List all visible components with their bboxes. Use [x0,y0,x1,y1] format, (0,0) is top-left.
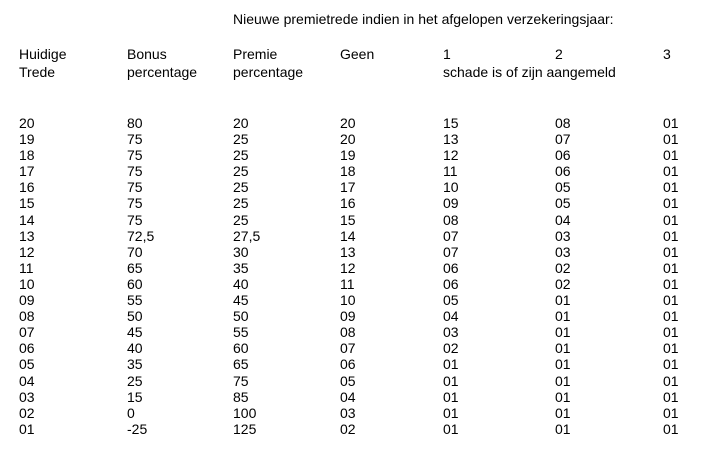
cell-drie-schades: 01 [663,292,679,309]
cell-geen-schade: 20 [340,131,356,148]
cell-premie-percentage: 85 [233,388,249,405]
cell-drie-schades: 01 [663,372,679,389]
cell-twee-schades: 02 [555,259,571,276]
cell-twee-schades: 02 [555,275,571,292]
cell-drie-schades: 01 [663,179,679,196]
table-row [0,195,715,211]
cell-huidige-trede: 08 [19,308,35,325]
cell-premie-percentage: 65 [233,356,249,373]
cell-premie-percentage: 25 [233,195,249,212]
header-three: 3 [663,46,671,62]
table-row [0,260,715,276]
cell-een-schade: 01 [443,372,459,389]
cell-huidige-trede: 11 [19,259,34,276]
cell-premie-percentage: 75 [233,372,249,389]
cell-geen-schade: 17 [340,179,356,196]
cell-een-schade: 12 [443,147,459,164]
cell-een-schade: 01 [443,404,459,421]
cell-bonus-percentage: 70 [127,243,143,260]
cell-bonus-percentage: 75 [127,131,143,148]
cell-bonus-percentage: 55 [127,292,143,309]
table-row [0,421,715,437]
cell-drie-schades: 01 [663,131,679,148]
cell-drie-schades: 01 [663,147,679,164]
cell-een-schade: 04 [443,308,459,325]
cell-bonus-percentage: 45 [127,324,143,341]
cell-geen-schade: 09 [340,308,356,325]
cell-huidige-trede: 12 [19,243,35,260]
cell-een-schade: 07 [443,243,459,260]
cell-premie-percentage: 20 [233,115,249,131]
cell-drie-schades: 01 [663,163,679,180]
cell-geen-schade: 10 [340,292,356,309]
header-huidige-line1: Huidige [19,46,67,62]
table-row [0,147,715,163]
cell-huidige-trede: 06 [19,340,35,357]
table-row [0,228,715,244]
cell-twee-schades: 01 [555,356,571,373]
cell-twee-schades: 07 [555,131,571,148]
cell-een-schade: 11 [443,163,458,180]
cell-premie-percentage: 35 [233,259,249,276]
cell-drie-schades: 01 [663,324,679,341]
cell-een-schade: 09 [443,195,459,212]
cell-premie-percentage: 25 [233,179,249,196]
cell-premie-percentage: 27,5 [233,227,261,244]
cell-bonus-percentage: 75 [127,163,143,180]
cell-een-schade: 10 [443,179,459,196]
cell-drie-schades: 01 [663,227,679,244]
cell-premie-percentage: 30 [233,243,249,260]
cell-bonus-percentage: 75 [127,147,143,164]
cell-een-schade: 02 [443,340,459,357]
cell-geen-schade: 02 [340,420,356,437]
cell-geen-schade: 18 [340,163,356,180]
cell-een-schade: 06 [443,259,459,276]
header-bonus-line2: percentage [127,64,198,80]
cell-geen-schade: 13 [340,243,356,260]
cell-geen-schade: 08 [340,324,356,341]
cell-premie-percentage: 25 [233,163,249,180]
cell-huidige-trede: 05 [19,356,35,373]
cell-geen-schade: 16 [340,195,356,212]
table-row [0,356,715,372]
cell-twee-schades: 01 [555,388,571,405]
cell-huidige-trede: 04 [19,372,35,389]
header-one: 1 [443,46,451,62]
header-schade-note: schade is of zijn aangemeld [443,64,616,80]
cell-huidige-trede: 15 [19,195,35,212]
header-two: 2 [555,46,563,62]
table-row [0,276,715,292]
cell-een-schade: 01 [443,356,459,373]
cell-bonus-percentage: 72,5 [127,227,155,244]
cell-een-schade: 06 [443,275,459,292]
cell-twee-schades: 03 [555,227,571,244]
cell-geen-schade: 12 [340,259,356,276]
cell-bonus-percentage: 35 [127,356,143,373]
header-premie-line1: Premie [233,46,278,62]
cell-bonus-percentage: 75 [127,195,143,212]
cell-twee-schades: 01 [555,324,571,341]
cell-bonus-percentage: 65 [127,259,143,276]
table-row [0,405,715,421]
cell-premie-percentage: 25 [233,131,249,148]
cell-premie-percentage: 100 [233,404,257,421]
cell-huidige-trede: 18 [19,147,35,164]
cell-twee-schades: 04 [555,211,571,228]
cell-een-schade: 13 [443,131,459,148]
header-premie-line2: percentage [233,64,304,80]
table-row [0,292,715,308]
table-row [0,308,715,324]
cell-geen-schade: 14 [340,227,356,244]
cell-premie-percentage: 55 [233,324,249,341]
cell-bonus-percentage: 80 [127,115,143,131]
cell-premie-percentage: 25 [233,147,249,164]
cell-bonus-percentage: -25 [127,420,148,437]
cell-huidige-trede: 14 [19,211,35,228]
cell-huidige-trede: 20 [19,115,35,131]
cell-geen-schade: 03 [340,404,356,421]
cell-twee-schades: 01 [555,420,571,437]
cell-drie-schades: 01 [663,195,679,212]
cell-premie-percentage: 25 [233,211,249,228]
table-row [0,340,715,356]
header-huidige-line2: Trede [19,64,56,80]
cell-geen-schade: 04 [340,388,356,405]
cell-een-schade: 08 [443,211,459,228]
cell-bonus-percentage: 50 [127,308,143,325]
cell-twee-schades: 05 [555,179,571,196]
cell-huidige-trede: 10 [19,275,35,292]
header-geen: Geen [340,46,375,62]
cell-huidige-trede: 07 [19,324,35,341]
cell-twee-schades: 05 [555,195,571,212]
cell-twee-schades: 06 [555,147,571,164]
table-row [0,324,715,340]
cell-bonus-percentage: 0 [127,404,135,421]
cell-premie-percentage: 40 [233,275,249,292]
cell-twee-schades: 01 [555,308,571,325]
cell-huidige-trede: 13 [19,227,35,244]
table-row [0,244,715,260]
cell-bonus-percentage: 40 [127,340,143,357]
cell-premie-percentage: 50 [233,308,249,325]
cell-geen-schade: 20 [340,115,356,131]
cell-drie-schades: 01 [663,404,679,421]
cell-geen-schade: 06 [340,356,356,373]
table-title: Nieuwe premietrede indien in het afgelopen verzekeringsjaar: [233,11,614,27]
table-row [0,179,715,195]
cell-bonus-percentage: 25 [127,372,143,389]
cell-huidige-trede: 03 [19,388,35,405]
cell-drie-schades: 01 [663,308,679,325]
cell-huidige-trede: 01 [19,420,35,437]
cell-een-schade: 15 [443,115,459,131]
cell-een-schade: 07 [443,227,459,244]
cell-geen-schade: 07 [340,340,356,357]
premium-table-body [0,115,715,437]
cell-bonus-percentage: 75 [127,211,143,228]
cell-huidige-trede: 19 [19,131,35,148]
cell-geen-schade: 15 [340,211,356,228]
cell-premie-percentage: 60 [233,340,249,357]
cell-drie-schades: 01 [663,356,679,373]
cell-twee-schades: 01 [555,292,571,309]
table-row [0,131,715,147]
cell-een-schade: 01 [443,388,459,405]
cell-drie-schades: 01 [663,340,679,357]
cell-geen-schade: 05 [340,372,356,389]
cell-twee-schades: 01 [555,404,571,421]
table-row [0,115,715,131]
cell-drie-schades: 01 [663,115,679,131]
cell-huidige-trede: 17 [19,163,35,180]
cell-twee-schades: 08 [555,115,571,131]
cell-drie-schades: 01 [663,243,679,260]
table-row [0,389,715,405]
cell-bonus-percentage: 15 [127,388,143,405]
cell-premie-percentage: 45 [233,292,249,309]
cell-een-schade: 03 [443,324,459,341]
cell-drie-schades: 01 [663,420,679,437]
cell-bonus-percentage: 75 [127,179,143,196]
cell-een-schade: 01 [443,420,459,437]
cell-drie-schades: 01 [663,259,679,276]
cell-twee-schades: 01 [555,372,571,389]
cell-bonus-percentage: 60 [127,275,143,292]
cell-drie-schades: 01 [663,211,679,228]
header-bonus-line1: Bonus [127,46,167,62]
table-row [0,373,715,389]
cell-drie-schades: 01 [663,275,679,292]
cell-twee-schades: 06 [555,163,571,180]
cell-premie-percentage: 125 [233,420,257,437]
cell-twee-schades: 01 [555,340,571,357]
cell-huidige-trede: 02 [19,404,35,421]
cell-huidige-trede: 16 [19,179,35,196]
cell-drie-schades: 01 [663,388,679,405]
cell-geen-schade: 19 [340,147,356,164]
cell-een-schade: 05 [443,292,459,309]
table-row [0,212,715,228]
cell-huidige-trede: 09 [19,292,35,309]
cell-twee-schades: 03 [555,243,571,260]
table-row [0,163,715,179]
cell-geen-schade: 11 [340,275,355,292]
